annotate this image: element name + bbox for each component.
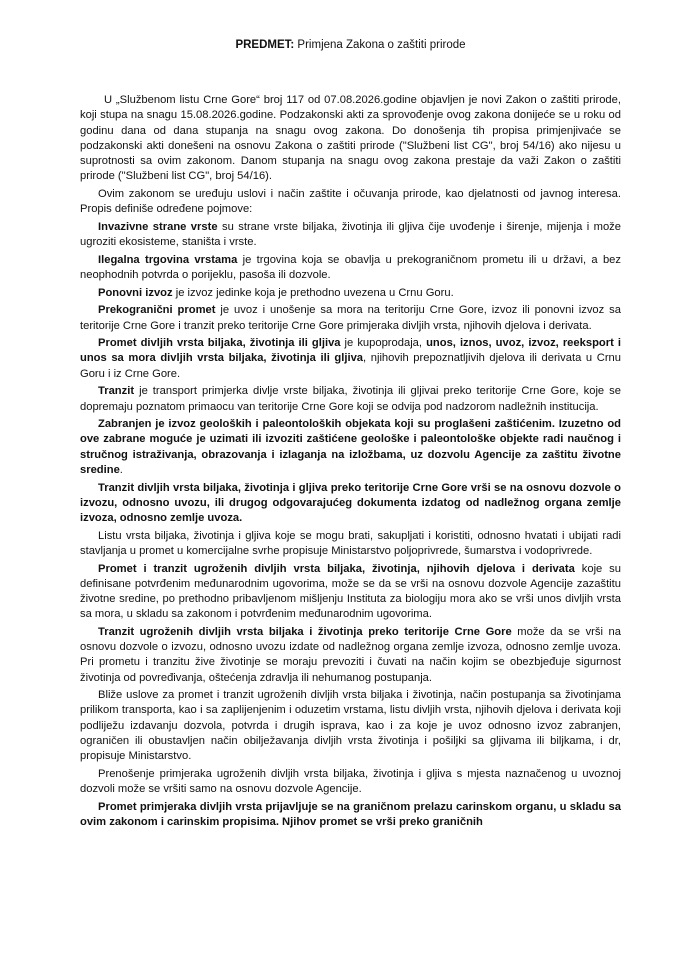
bold-text-run: Tranzit divljih vrsta biljaka, životinja i gljiva preko teritorije Crne Gore vrši se na osnovu dozvole o izvozu, odnosno uvozu, ili drugog odgovarajućeg dokumenta izdatog od nadležnog organa zemlje izvoza, odnosno zemlje uvoza. [80,481,621,524]
text-run: može da se vrši na osnovu dozvole o izvozu, odnosno uvozu izdate od nadležnog organa zemlje izvoza, odnosno zemlje uvoza. Pri prometu i tranzitu žive životinje se moraju prevoziti i čuvati na način kojim se obezbjeđuje sigurnost životinja od povređivanja, oštećenja zdravlja ili nehumanog postupanja. [80,625,621,684]
text-run: Listu vrsta biljaka, životinja i gljiva koje se mogu brati, sakupljati i koristiti, odnosno hvatati i ubijati radi stavljanja u promet u komercijalne svrhe propisuje Ministarstvo poljoprivrede, šumarstva i vodoprivrede. [80,529,621,557]
paragraph-definition-transit [80,384,621,414]
paragraph-intro [80,93,621,184]
bold-text-run: Zabranjen je izvoz geoloških i paleontoloških objekata koji su proglašeni zaštićenim. Izuzetno od ove zabrane moguće je uzimati ili izvoziti zaštićene geološke i paleontološke objekte radi naučnog i stručnog istraživanja, obrazovanja i izlaganja na izložbama, uz dozvolu Agencije za zaštitu životne sredine [80,418,621,476]
bold-text-run: Tranzit [98,385,135,398]
subject-label: PREDMET: [235,39,295,51]
text-run: U „Službenom listu Crne Gore“ broj 117 od 07.08.2026.godine objavljen je novi Zakon o zaštiti prirode, koji stupa na snagu 15.08.2026.godine. Podzakonski akti za sprovođenje ovog zakona donijeće se u roku od godinu dana od dana stupanja na snagu ovog zakona. Do donošenja tih propisa primjenjivaće se podzakonski akti donešeni na osnovu Zakona o zaštiti prirode ("Službeni list CG", broj 54/16) ako nijesu u suprotnosti sa ovim zakonom. Danom stupanja na snagu ovog zakona prestaje da važi Zakon o zaštiti prirode ("Službeni list CG", broj 54/16). [80,94,621,183]
text-run: . [119,463,123,476]
paragraph-border-reporting [80,800,621,830]
paragraph-species-list [80,529,621,559]
paragraph-definition-trade [80,336,621,382]
text-run: je transport primjerka divlje vrste biljaka, životinja ili gljivai preko teritorije Crne Gore, koje se dopremaju poznatom primaocu van teritorije Crne Gore koji se odvija pod nadzorom nadležnih institucija. [80,385,621,413]
text-run: Prenošenje primjeraka ugroženih divljih vrsta biljaka, životinja i gljiva s mjesta naznačenog u uvoznoj dozvoli može se vršiti samo na osnovu dozvole Agencije. [80,767,621,795]
bold-text-run: Promet primjeraka divljih vrsta prijavljuje se na graničnom prelazu carinskom organu, u skladu sa ovim zakonom i carinskim propisima. Njihov promet se vrši preko graničnih [80,800,621,828]
paragraph-geological-export [80,417,621,478]
text-run: je uvoz i unošenje sa mora na teritoriju Crne Gore, izvoz ili ponovni izvoz sa teritorije Crne Gore i tranzit preko teritorije Crne Gore primjeraka divljih vrsta, njihovih djelova i derivata. [80,304,621,332]
paragraph-transit-permit [80,481,621,527]
subject-text: Primjena Zakona o zaštiti prirode [294,39,466,51]
bold-text-run: Invazivne strane vrste [98,220,218,233]
bold-text-run: unos, iznos, uvoz, izvoz, reeksport i unos sa mora divljih vrsta biljaka, životinja ili gljiva [80,337,621,365]
text-run: Ovim zakonom se uređuju uslovi i način zaštite i očuvanja prirode, kao djelatnosti od javnog interesa. Propis definiše određene pojmove: [80,187,621,216]
document-body [80,93,621,830]
text-run: koje su definisane potvrđenim međunarodnim ugovorima, može se da se vrši na osnovu dozvole Agencije zazaštitu životne sredine, po prethodno pribavljenom mišljenju Instituta za biologiju mora ako se vrši unos divljih vrsta sa mora, u skladu sa zakonom i potvrđenim međunarodnim ugovorima. [80,562,621,621]
paragraph-detailed-conditions [80,688,621,764]
bold-text-run: Ponovni izvoz [98,286,173,299]
bold-text-run: Promet i tranzit ugroženih divljih vrsta biljaka, životinja, njihovih djelova i derivata [98,562,575,575]
paragraph-definition-reexport [80,286,621,301]
bold-text-run: Promet divljih vrsta biljaka, životinja ili gljiva [98,337,341,350]
bold-text-run: Prekogranični promet [98,304,216,317]
bold-text-run: Tranzit ugroženih divljih vrsta biljaka i životinja preko teritorije Crne Gore [98,625,512,638]
subject-line [80,38,621,53]
paragraph-transfer [80,767,621,797]
text-run: je izvoz jedinke koja je prethodno uvezena u Crnu Goru. [172,286,454,299]
text-run: je kupoprodaja, [340,337,427,350]
text-run: je trgovina koja se obavlja u prekograničnom prometu ili u državi, a bez neophodnih potvrda o porijeklu, pasoša ili dozvole. [80,253,621,281]
text-run: Bliže uslove za promet i tranzit ugroženih divljih vrsta biljaka i životinja, način postupanja sa životinjama prilikom transporta, kao i sa zaplijenjenim i oduzetim vrstama, listu divljih vrsta, njihovih djelova i derivata koji podliježu izdavanju dozvola, potvrda i drugih isprava, kao i za koje je uvoz odnosno izvoz zabranjen, ograničen ili obustavljen način obilježavanja divljih vrsta životinja i pošiljki sa gljivama ili biljkama, i dr, propisuje Ministarstvo. [80,689,621,763]
paragraph-endangered-transit [80,625,621,686]
text-run: su strane vrste biljaka, životinja ili gljiva čije uvođenje i širenje, mijenja i može ugroziti ekosisteme, staništa i vrste. [80,220,621,249]
paragraph-scope [80,187,621,217]
paragraph-definition-invasive [80,220,621,250]
paragraph-definition-crossborder [80,303,621,333]
text-run: , njihovih prepoznatljivih djelova ili derivata u Crnu Goru i iz Crne Gore. [80,352,621,380]
bold-text-run: Ilegalna trgovina vrstama [98,253,238,266]
paragraph-endangered-trade [80,562,621,623]
paragraph-definition-illegal-trade [80,253,621,283]
